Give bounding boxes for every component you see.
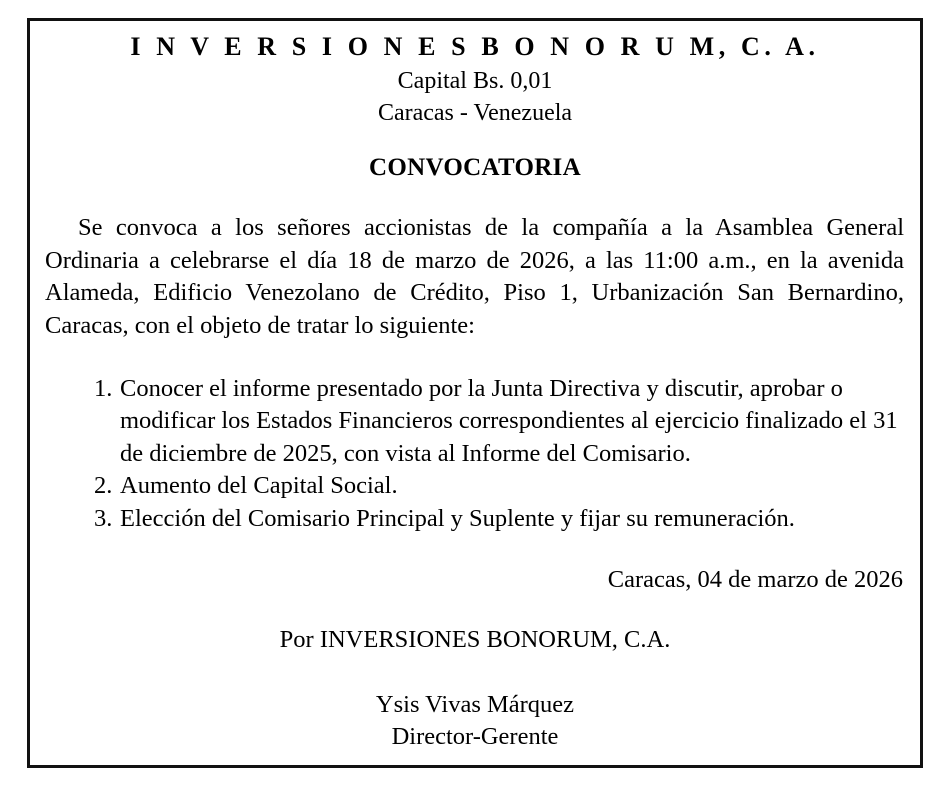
agenda-item-number: 2. bbox=[94, 472, 113, 500]
signature-block bbox=[42, 689, 908, 753]
agenda-item bbox=[42, 503, 908, 536]
agenda-item-number: 1. bbox=[94, 374, 113, 402]
agenda-item-text: Aumento del Capital Social. bbox=[120, 472, 398, 500]
agenda-item-text: Elección del Comisario Principal y Suplente y fijar su remuneración. bbox=[120, 505, 795, 533]
company-location-line: Caracas - Venezuela bbox=[377, 99, 573, 126]
company-name: I N V E R S I O N E S B O N O R U M, C. A. bbox=[130, 32, 820, 61]
document-title: CONVOCATORIA bbox=[369, 153, 581, 181]
agenda-item-text: Conocer el informe presentado por la Junta Directiva y discutir, aprobar o modificar los Estados Financieros correspondientes al ejercicio finalizado el 31 de diciembre de 2025, con vista al Informe del Comisario. bbox=[120, 374, 898, 467]
agenda-item bbox=[42, 470, 908, 503]
agenda-list bbox=[42, 373, 908, 536]
place-and-date: Caracas, 04 de marzo de 2026 bbox=[607, 565, 903, 593]
notice-body-paragraph: Se convoca a los señores accionistas de la compañía a la Asamblea General Ordinaria a celebrarse el día 18 de marzo de 2026, a las 11:00 a.m., en la avenida Alameda, Edificio Venezolano de Crédito, Piso 1, Urbanización San Bernardino, Caracas, con el objeto de tratar lo siguiente: bbox=[45, 213, 904, 340]
notice-border-frame bbox=[27, 18, 923, 768]
signatory-name: Ysis Vivas Márquez bbox=[375, 690, 575, 718]
company-capital-line: Capital Bs. 0,01 bbox=[397, 67, 553, 94]
letterhead bbox=[42, 32, 908, 129]
signed-by-company: Por INVERSIONES BONORUM, C.A. bbox=[279, 625, 671, 653]
agenda-item-number: 3. bbox=[94, 505, 113, 533]
agenda-item bbox=[42, 373, 908, 471]
notice-content bbox=[30, 21, 920, 765]
signatory-title: Director-Gerente bbox=[391, 722, 559, 750]
